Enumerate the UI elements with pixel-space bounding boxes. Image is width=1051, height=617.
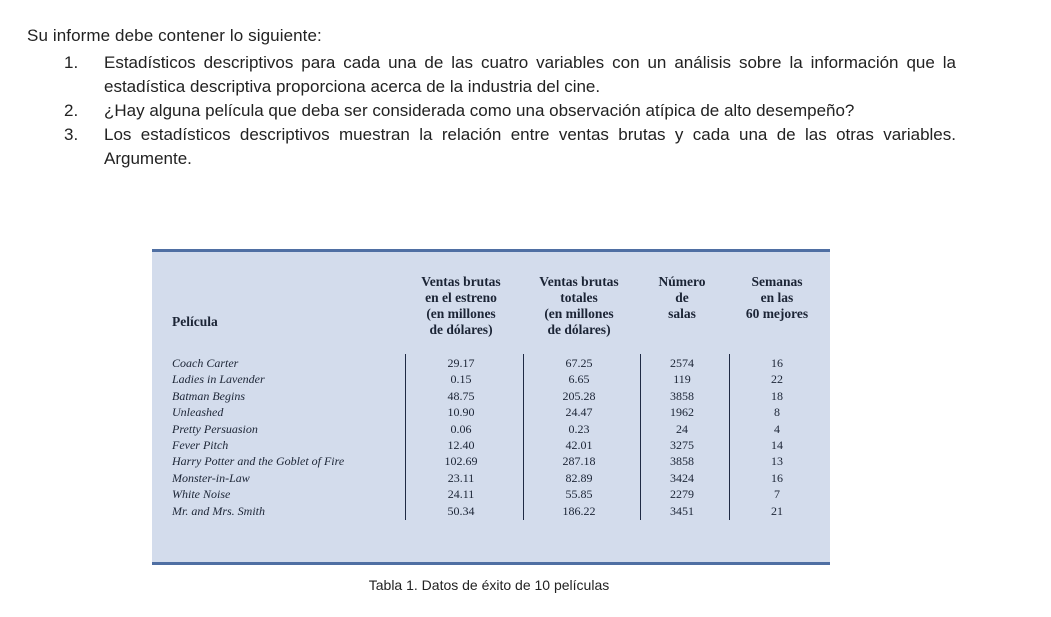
table-cell: White Noise [172, 487, 231, 502]
table-cell: Pretty Persuasion [172, 421, 258, 436]
table-cell: 8 [774, 405, 780, 420]
table-cell: 3275 [670, 438, 694, 453]
table-cell: 3858 [670, 388, 694, 403]
table-cell: 2574 [670, 356, 694, 370]
table-cell: 50.34 [447, 503, 475, 518]
requirement-item [64, 51, 956, 99]
table-cell: 186.22 [562, 503, 596, 518]
table-cell: Monster-in-Law [172, 470, 250, 485]
item-text: Los estadísticos descriptivos muestran la relación entre ventas brutas y cada una de las otras variables. Argumente. [104, 125, 956, 168]
table-cell: 42.01 [565, 438, 593, 453]
table-cell: 29.17 [447, 356, 475, 370]
table-cell: 287.18 [562, 454, 596, 469]
movies-table [152, 249, 830, 565]
table-cell: 24.47 [565, 405, 593, 420]
table-cell: 102.69 [444, 454, 478, 469]
table-cell: Batman Begins [172, 388, 245, 403]
header-semanas: Semanas en las 60 mejores [745, 274, 809, 321]
table-cell: 4 [774, 421, 780, 436]
table-cell: 55.85 [565, 487, 593, 502]
table-cell: Mr. and Mrs. Smith [172, 503, 266, 518]
item-number: 3. [64, 125, 79, 144]
item-text: Estadísticos descriptivos para cada una de las cuatro variables con un análisis sobre la información que la estadística descriptiva proporciona acerca de la industria del cine. [104, 53, 956, 96]
table-cell: 16 [771, 470, 783, 485]
table-caption: Tabla 1. Datos de éxito de 10 películas [368, 577, 610, 593]
column-pelicula [172, 355, 344, 519]
table-cell: 0.06 [450, 421, 472, 436]
table-cell: Ladies in Lavender [172, 372, 265, 387]
table-cell: 13 [771, 454, 783, 469]
requirement-item [64, 99, 956, 123]
header-totales: Ventas brutas totales (en millones de dólares) [539, 274, 619, 337]
table-cell: 16 [771, 356, 783, 370]
table-cell: Coach Carter [172, 356, 239, 370]
table-cell: 24.11 [447, 487, 475, 502]
column-salas [646, 355, 718, 519]
item-number: 2. [64, 101, 79, 120]
intro-text: Su informe debe contener lo siguiente: [27, 26, 322, 45]
table-cell: 18 [771, 388, 783, 403]
table-cell: 3424 [670, 470, 694, 485]
requirement-item [64, 123, 956, 171]
table-cell: 12.40 [447, 438, 475, 453]
requirements-list [64, 51, 956, 171]
table-cell: 14 [771, 438, 783, 453]
table-cell: Fever Pitch [172, 438, 229, 453]
column-totales [524, 355, 634, 519]
table-cell: 10.90 [447, 405, 475, 420]
table-cell: 67.25 [565, 356, 593, 370]
item-number: 1. [64, 53, 79, 72]
table-cell: Harry Potter and the Goblet of Fire [172, 454, 345, 469]
table-cell: 2279 [670, 487, 694, 502]
column-divider [729, 354, 730, 520]
table-cell: 1962 [670, 405, 694, 420]
column-divider [640, 354, 641, 520]
table-cell: 0.15 [450, 372, 472, 387]
header-pelicula: Película [172, 314, 218, 329]
table-cell: 21 [771, 503, 783, 518]
table-cell: 23.11 [447, 470, 475, 485]
table-cell: 48.75 [447, 388, 475, 403]
table-cell: 3858 [670, 454, 694, 469]
table-cell: Unleashed [172, 405, 224, 420]
table-cell: 6.65 [568, 372, 590, 387]
column-estreno [406, 355, 516, 519]
table-cell: 119 [673, 372, 691, 387]
header-salas: Número de salas [658, 274, 706, 321]
table-cell: 7 [774, 487, 780, 502]
table-cell: 22 [771, 372, 783, 387]
table-cell: 0.23 [568, 421, 590, 436]
table-cell: 205.28 [562, 388, 596, 403]
item-text: ¿Hay alguna película que deba ser considerada como una observación atípica de alto desempeño? [104, 101, 855, 120]
table-cell: 24 [676, 421, 688, 436]
table-cell: 3451 [670, 503, 694, 518]
column-semanas [734, 355, 820, 519]
table-cell: 82.89 [565, 470, 593, 485]
header-estreno: Ventas brutas en el estreno (en millones de dólares) [421, 274, 501, 337]
